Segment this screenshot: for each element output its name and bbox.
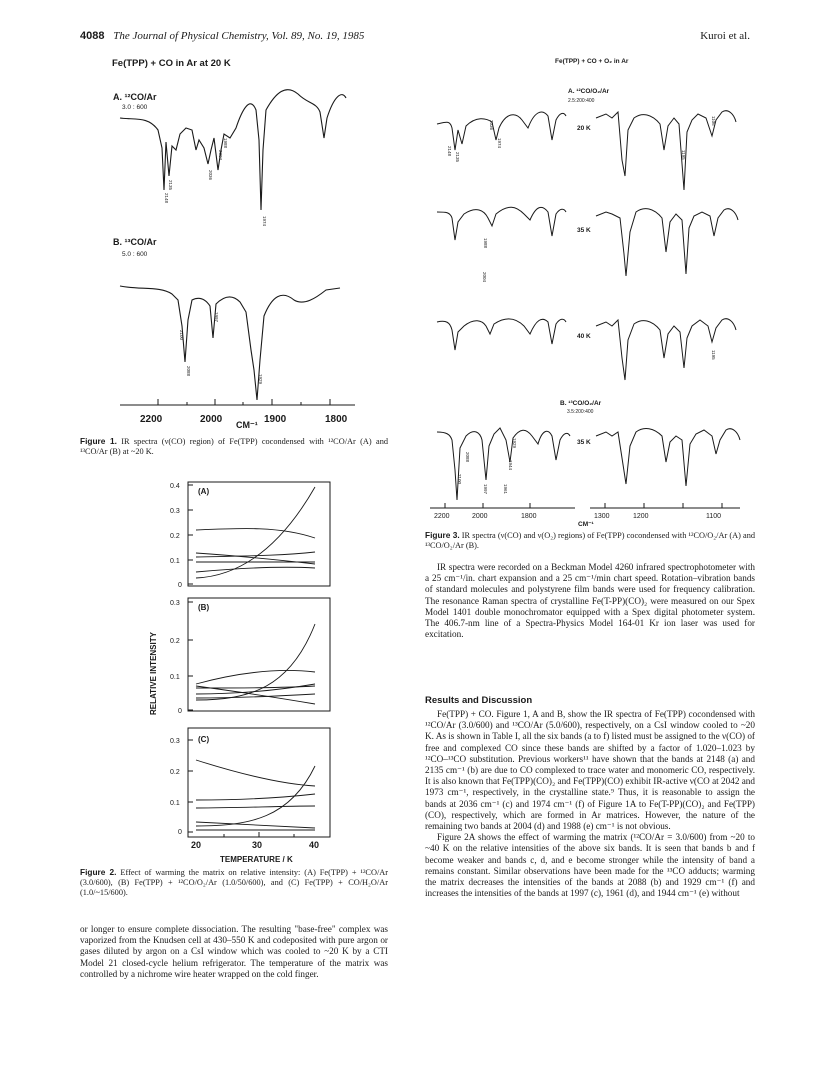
- figure1-peak-1997: 1997: [214, 312, 219, 323]
- figure3-title: Fe(TPP) + CO + O₂ in Ar: [555, 58, 629, 65]
- figure3-peak-2088: 2088: [465, 452, 470, 463]
- figure3-panel-a-ratio: 2.5:200:400: [568, 98, 595, 104]
- figure2-xtick-20: 20: [191, 840, 202, 850]
- figure2-a-ytick-03: 0.3: [170, 508, 180, 515]
- figure3-trace-35k-right: [596, 209, 738, 276]
- figure1-caption-text: IR spectra (ν(CO) region) of Fe(TPP) cocondensed with ¹²CO/Ar (A) and ¹³CO/Ar (B) at ~20 K.: [80, 437, 389, 457]
- figure2-c-ytick-0: 0: [178, 829, 182, 836]
- figure2-a-ytick-02: 0.2: [170, 533, 180, 540]
- figure2-caption-label: Figure 2.: [80, 867, 117, 877]
- right-column-methods: [425, 562, 755, 640]
- figure3-peak-1944: 1944: [508, 460, 513, 471]
- figure3-peak-1988: 1988: [483, 238, 488, 249]
- figure1-peak-2100: 2100: [179, 330, 184, 341]
- figure1-title: Fe(TPP) + CO in Ar at 20 K: [112, 58, 231, 69]
- page-number: 4088: [80, 30, 105, 42]
- figure1-tick-1800: 1800: [325, 414, 348, 425]
- figure2-panel-b-label: (B): [198, 603, 210, 612]
- figure3-peak-1929: 1929: [512, 438, 517, 449]
- figure2-b-ytick-01: 0.1: [170, 674, 180, 681]
- figure1-caption-label: Figure 1.: [80, 436, 117, 446]
- figure3-peak-1997: 1997: [483, 484, 488, 495]
- figure3-caption-text: IR spectra (ν(CO) and ν(O₂) regions) of Fe(TPP) cocondensed with ¹²CO/O₂/Ar (A) and ¹³CO/O₂/Ar (B).: [425, 531, 756, 551]
- figure3-temp-20k: 20 K: [577, 125, 591, 132]
- figure1-tick-2000: 2000: [200, 414, 223, 425]
- figure3-peak-2100: 2100: [457, 474, 462, 485]
- figure2-a-ytick-04: 0.4: [170, 483, 180, 490]
- right-column-results: [425, 709, 755, 899]
- figure3-caption: [425, 530, 755, 551]
- figure3-trace-40k-left: [437, 319, 566, 350]
- figure3-temp-40k: 40 K: [577, 333, 591, 340]
- figure2-y-axis-label: RELATIVE INTENSITY: [149, 632, 158, 715]
- figure1-peak-2036: 2036: [208, 170, 213, 181]
- figure3-temp-35k: 35 K: [577, 227, 591, 234]
- figure3-tick-1300: 1300: [594, 513, 610, 520]
- figure2-c-ytick-01: 0.1: [170, 800, 180, 807]
- figure3-trace-35k-left: [437, 207, 566, 240]
- figure2-caption-text: Effect of warming the matrix on relative intensity: (A) Fe(TPP) + ¹²CO/Ar (3.0/600), (B) Fe(TPP) + ¹²CO/O₂/Ar (1.0/50/600), and (C) Fe(TPP) + CO/H₂O/Ar (1.0/~15/600).: [80, 868, 389, 898]
- journal-title: The Journal of Physical Chemistry, Vol. 89, No. 19, 1985: [113, 30, 365, 42]
- figure3-peak-2135: 2135: [455, 152, 460, 163]
- figure3-peak-2004: 2004: [482, 272, 487, 283]
- figure1-peak-1929: 1929: [258, 374, 263, 385]
- left-paragraph: or longer to ensure complete dissociation. The resulting "base-free" complex was vaporized from the Knudsen cell at 430–550 K and codeposited with pure argon or gases diluted by argon on a CsI window which was cooled to ~20 K by a CTI Model 21 closed-cycle helium refrigerator. The temperature of the matrix was controlled by a nichrome wire heater wrapped on the cold finger.: [80, 924, 388, 979]
- figure3-tick-2000: 2000: [472, 513, 488, 520]
- figure1-tick-1900: 1900: [264, 414, 287, 425]
- running-authors: Kuroi et al.: [700, 30, 750, 42]
- figure3-panel-b-label: B. ¹³CO/O₂/Ar: [560, 400, 602, 407]
- figure1-tick-2200: 2200: [140, 414, 163, 425]
- figure3-peak-1106: 1106: [711, 116, 716, 126]
- figure3-panel-a-label: A. ¹²CO/O₂/Ar: [568, 88, 610, 95]
- figure3-peak-2148: 2148: [447, 146, 452, 157]
- figure2-panel-c-label: (C): [198, 735, 210, 744]
- figure1-peak-2135: 2135: [168, 180, 173, 191]
- figure1-peak-2148: 2148: [164, 193, 169, 204]
- figure3-temp-b35k: 35 K: [577, 439, 591, 446]
- figure3-tick-1100: 1100: [706, 513, 722, 520]
- right-paragraph-1: IR spectra were recorded on a Beckman Model 4260 infrared spectrophotometer with a 25 cm⁻¹/in. chart expansion and a 25 cm⁻¹/min chart speed. Rotation–vibration bands of standard molecules and polystyrene film bands were used for frequency calibration. The resonance Raman spectra of crystalline Fe(T-PP)(CO)₂ were measured on our Spex Model 1401 double monochromator equipped with a Spex digital photometer system. The 406.7-nm line of a Spectra-Physics Model 164-01 Kr ion laser was used for excitation.: [425, 562, 755, 640]
- figure3-trace-b35k-right: [596, 429, 740, 486]
- section-heading: Results and Discussion: [425, 695, 533, 706]
- figure2-x-axis-label: TEMPERATURE / K: [220, 855, 293, 864]
- figure1-peak-1974: 1974: [262, 216, 267, 227]
- figure2-a-ytick-0: 0: [178, 582, 182, 589]
- figure1-peak-1988: 1988: [223, 138, 228, 149]
- figure2-c-ytick-02: 0.2: [170, 769, 180, 776]
- figure2-a-ytick-01: 0.1: [170, 558, 180, 565]
- figure2-c-ytick-03: 0.3: [170, 738, 180, 745]
- figure3-peak-1974: 1974: [497, 138, 502, 149]
- figure3-peak-1195: 1195: [681, 150, 686, 160]
- figure1-peak-2004: 2004: [218, 150, 223, 161]
- figure2-xtick-40: 40: [309, 840, 320, 850]
- figure3-panel-b-ratio: 3.5:200:400: [567, 409, 594, 415]
- figure3-peak-1961: 1961: [503, 484, 508, 495]
- figure1-axis-unit: CM⁻¹: [236, 420, 258, 430]
- figure1-peak-2088: 2088: [186, 366, 191, 377]
- figure2-panel-a-label: (A): [198, 487, 210, 496]
- figure3-axis-unit: CM⁻¹: [578, 521, 594, 528]
- figure3-tick-1200: 1200: [633, 513, 649, 520]
- figure1-panel-a-ratio: 3.0 : 600: [122, 104, 148, 111]
- figure2-b-ytick-03: 0.3: [170, 600, 180, 607]
- figure3-peak-2036: 2036: [489, 120, 494, 131]
- figure2-b-ytick-0: 0: [178, 708, 182, 715]
- figure3-tick-1800: 1800: [521, 513, 537, 520]
- figure2-b-ytick-02: 0.2: [170, 638, 180, 645]
- right-paragraph-2: Fe(TPP) + CO. Figure 1, A and B, show the IR spectra of Fe(TPP) cocondensed with ¹²CO/Ar (3.0/600) and ¹³CO/Ar (5.0/600), respectively, on a CsI window cooled to ~20 K. As is shown in Table I, all the six bands (a to f) listed must be assigned to the ν(CO) of free and complexed CO since these bands are shifted by a factor of 1.020–1.023 by ¹²CO–¹³CO substitution. Previous workers¹¹ have shown that the bands at 2148 (a) and 2135 cm⁻¹ (b) are due to CO complexed to trace water and monomeric CO, respectively. It is also known that Fe(TPP)(CO)₂ and Fe(TPP)(CO) exhibit IR-active ν(CO at 2042 and 1973 cm⁻¹, respectively, in the crystalline state.⁹ Thus, it is reasonable to assign the bands at 2036 cm⁻¹ (c) and 1974 cm⁻¹ (f) of Figure 1A to Fe(T-PP)(CO)₂ and Fe(TPP)(CO), respectively, which are formed in Ar matrices. However, the nature of the remaining two bands at 2004 (d) and 1988 (e) cm⁻¹ is not obvious.: [425, 709, 755, 832]
- figure3-tick-2200: 2200: [434, 513, 450, 520]
- figure2-xtick-30: 30: [252, 840, 263, 850]
- figure1-panel-b-ratio: 5.0 : 600: [122, 251, 148, 258]
- figure1-panel-a-label: A. ¹²CO/Ar: [113, 92, 157, 102]
- figure3-caption-label: Figure 3.: [425, 530, 460, 540]
- figure3-peak-1195-40k: 1195: [711, 350, 716, 360]
- figure1-panel-b-label: B. ¹³CO/Ar: [113, 237, 157, 247]
- right-paragraph-3: Figure 2A shows the effect of warming the matrix (¹²CO/Ar = 3.0/600) from ~20 to ~40 K on the relative intensities of the above six bands. It is seen that bands b and f become weaker and bands c, d, and e become stronger while the intensity of band a remains constant. Similar observations have been made for the ¹³CO adducts; warming the matrix decreases the intensities of the bands at 2088 (b) and 1929 cm⁻¹ (f) and increases the intensities of the bands at 1997 (c), 1961 (d), and 1944 cm⁻¹ (e) without: [425, 832, 755, 899]
